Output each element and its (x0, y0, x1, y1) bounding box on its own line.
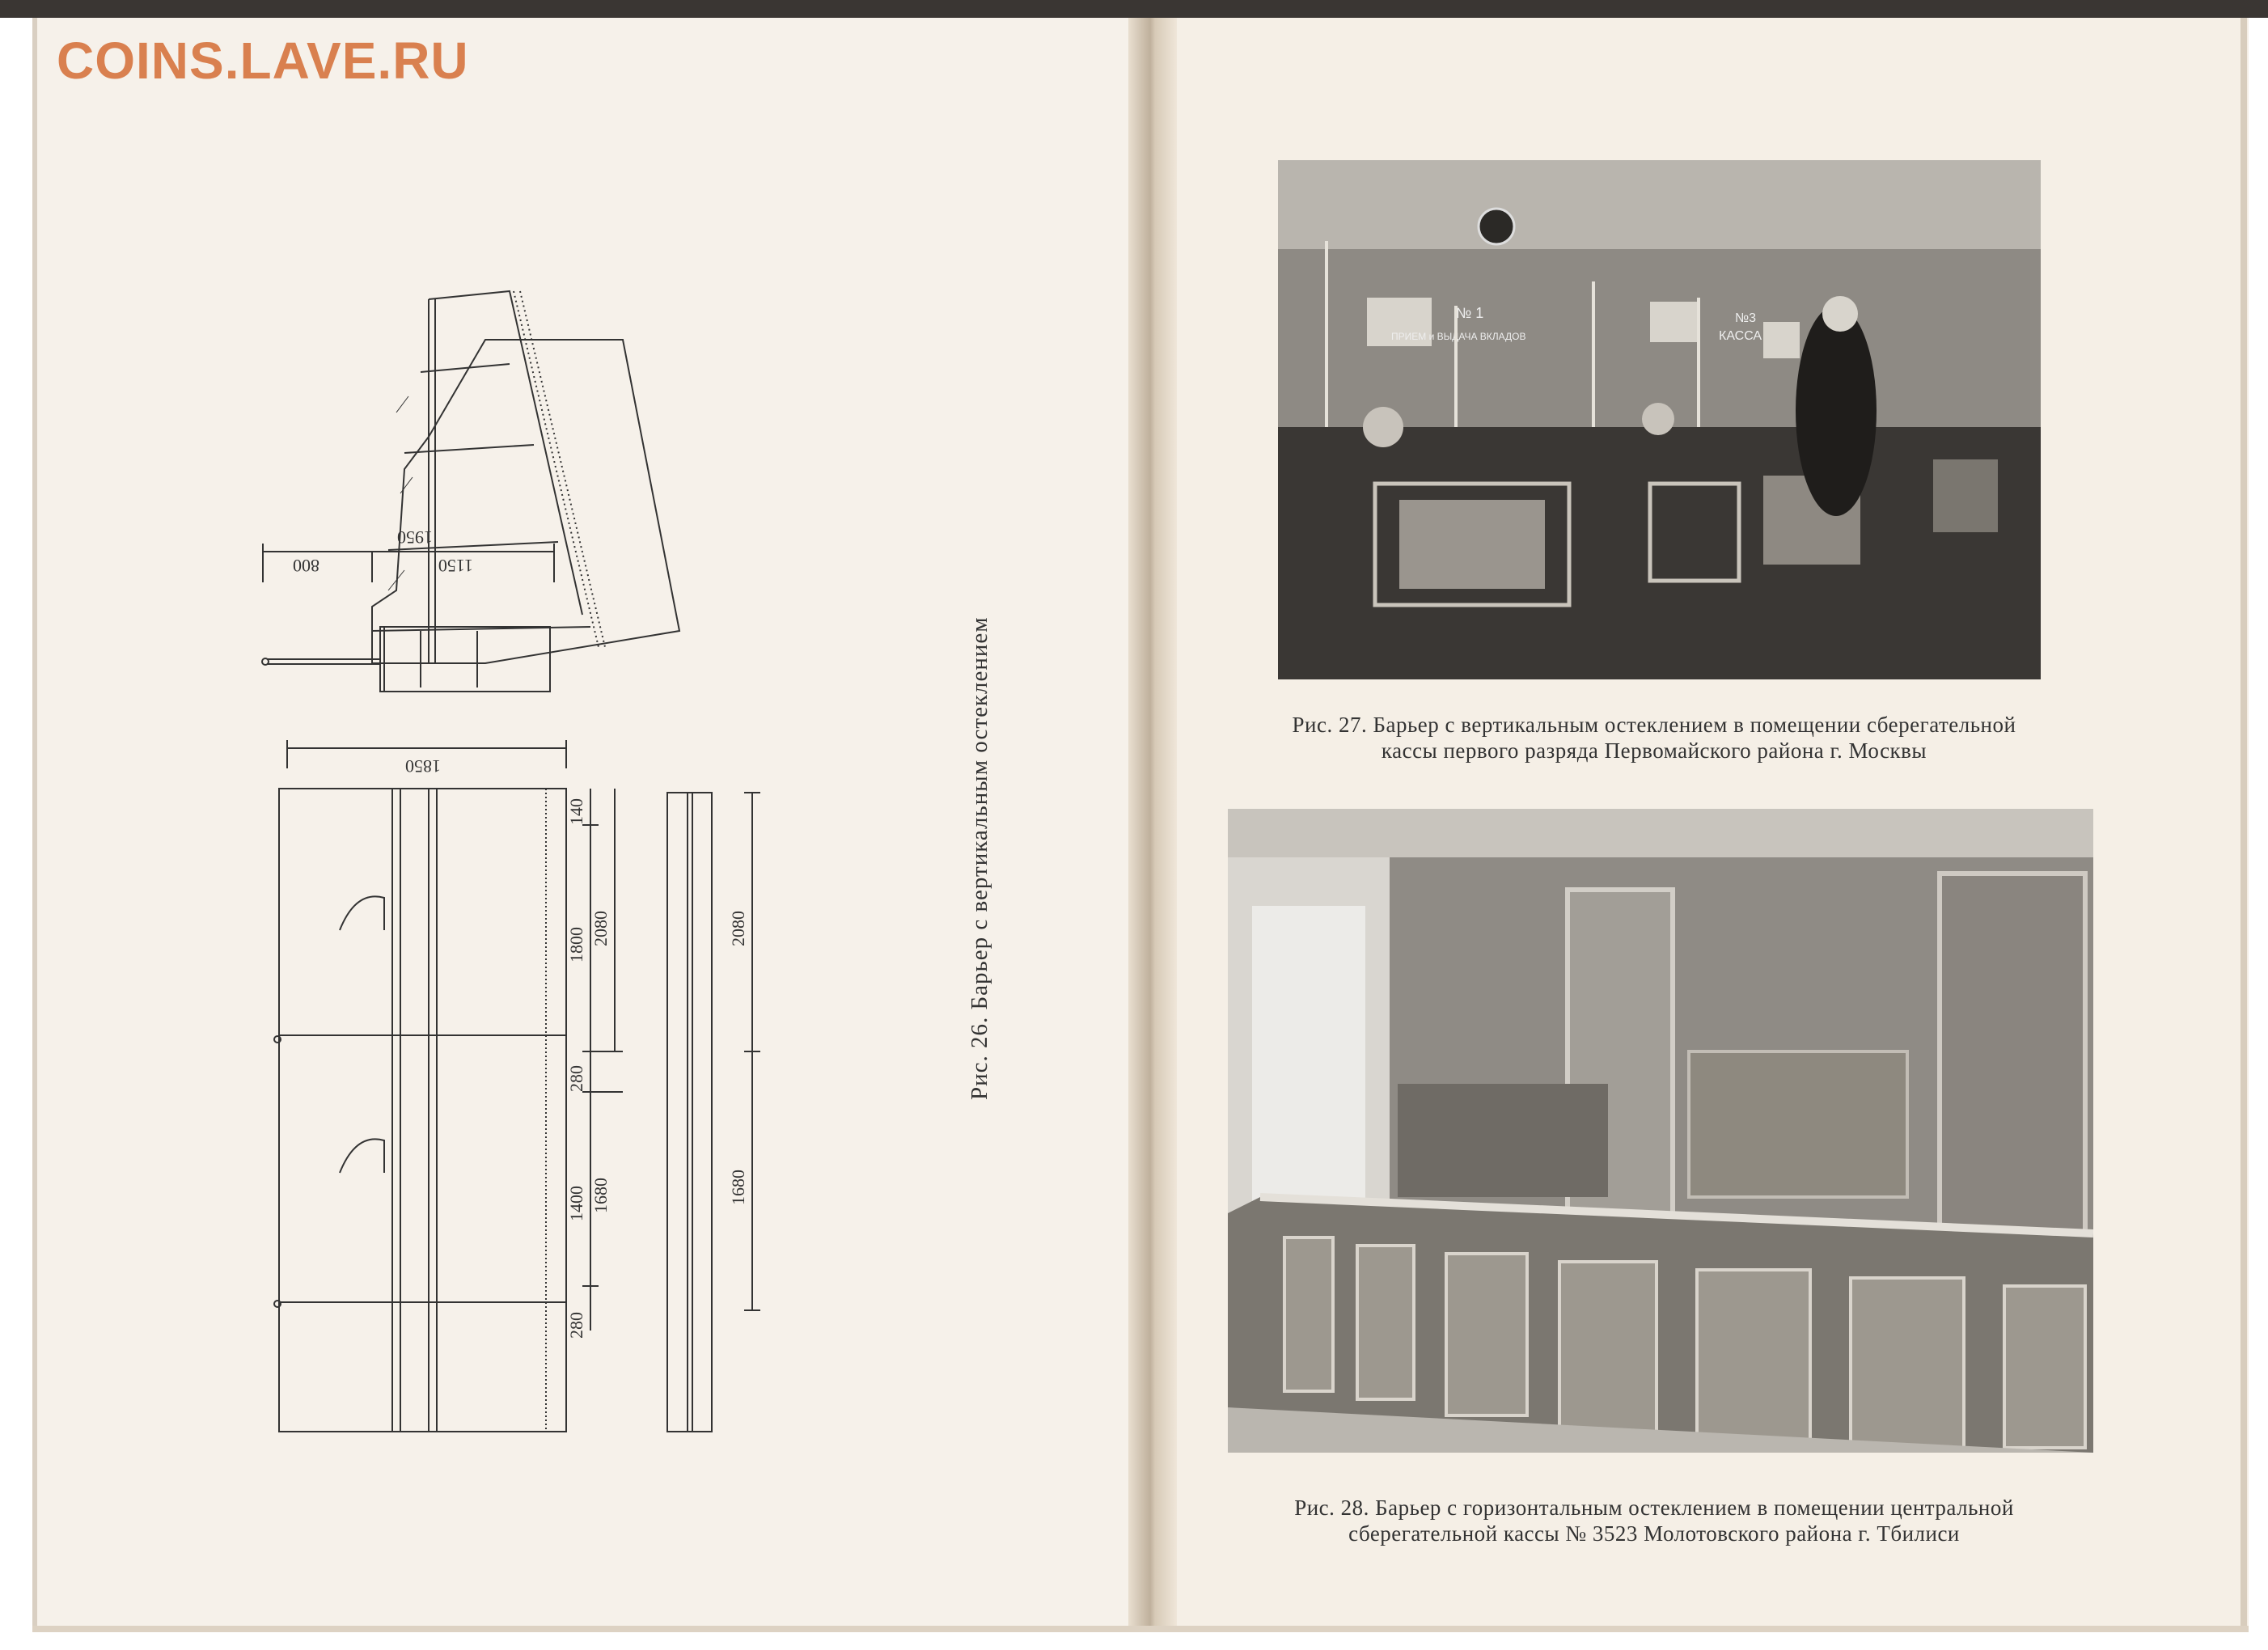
figure-28-caption-line-2: сберегательной кассы № 3523 Молотовского района г. Тбилиси (1348, 1521, 1960, 1546)
counter-sign-1-text: ПРИЕМ и ВЫДАЧА ВКЛАДОВ (1391, 331, 1526, 342)
book-gutter (1128, 18, 1177, 1631)
dim-1680: 1680 (590, 1178, 611, 1213)
dim-1400: 1400 (566, 1186, 586, 1221)
figure-28-caption (1229, 1495, 2079, 1546)
dim-2080-side: 2080 (728, 911, 748, 946)
figure-27-photo (1278, 160, 2041, 679)
dim-1150: 1150 (438, 556, 473, 576)
dim-2080: 2080 (590, 911, 611, 946)
front-elevation (274, 740, 566, 1432)
side-elevation (667, 793, 712, 1432)
vertical-dimensions (566, 789, 760, 1339)
dim-800: 800 (293, 556, 319, 576)
dim-1850: 1850 (405, 756, 441, 776)
dim-280: 280 (566, 1065, 586, 1092)
scan-top-edge (0, 0, 2268, 18)
dim-280-bottom: 280 (566, 1312, 586, 1339)
figure-28-photo (1228, 809, 2093, 1453)
figure-27-caption-line-2: кассы первого разряда Первомайского района г. Москвы (1381, 738, 1927, 763)
figure-26-drawing (243, 210, 971, 1472)
dim-1800: 1800 (566, 927, 586, 962)
figure-27-caption-line-1: Рис. 27. Барьер с вертикальным остеклением в помещении сберегательной (1292, 713, 2016, 737)
dim-140: 140 (566, 798, 586, 825)
watermark: COINS.LAVE.RU (57, 32, 469, 90)
figure-28-caption-line-1: Рис. 28. Барьер с горизонтальным остеклением в помещении центральной (1294, 1496, 2014, 1520)
figure-27-caption (1205, 712, 2103, 764)
plan-dimensions (263, 527, 554, 582)
page-bottom-edge (32, 1626, 2249, 1632)
counter-sign-2-number: №3 (1735, 311, 1757, 325)
counter-sign-2-text: КАССА (1719, 329, 1762, 343)
page-edge (2240, 18, 2247, 1631)
dim-1950: 1950 (397, 527, 433, 548)
dim-1680-side: 1680 (728, 1170, 748, 1205)
perspective-view (372, 291, 679, 663)
counter-sign-1-number: № 1 (1456, 305, 1484, 321)
figure-26-caption: Рис. 26. Барьер с вертикальным остеклением (967, 616, 992, 1100)
savings-bank-hall-photo (1278, 160, 2041, 679)
central-savings-bank-hall-photo (1228, 809, 2093, 1453)
